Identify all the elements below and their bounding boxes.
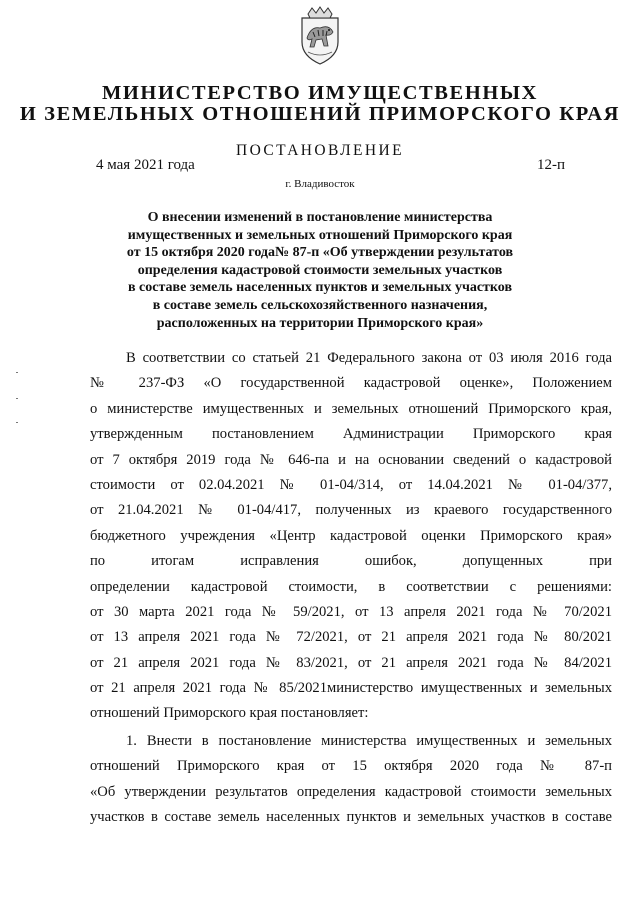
body-line: отношений Приморского края от 15 октября 2020 года № 87-п [90,758,612,775]
document-number: 12-п [537,157,566,173]
body-line: от 7 октября 2019 года № 646-па и на основании сведений о кадастровой [90,451,612,468]
title-line: от 15 октября 2020 года№ 87-п «Об утверждении результатов [126,245,514,261]
ministry-name-line-1: МИНИСТЕРСТВО ИМУЩЕСТВЕННЫХ [101,82,539,104]
document-city: г. Владивосток [285,178,355,190]
body-line: стоимости от 02.04.2021 № 01-04/314, от 14.04.2021 № 01-04/377, [90,476,612,493]
document-body [90,346,612,830]
body-line: отношений Приморского края постановляет: [90,705,369,722]
document-title [120,209,520,332]
scan-margin-mark [16,398,18,399]
body-line: по итогам исправления ошибок, допущенных при [90,553,612,570]
body-line: о министерстве имущественных и земельных отношений Приморского края, [90,400,612,417]
title-line: в составе земель населенных пунктов и земельных участков [127,280,513,296]
title-line: определения кадастровой стоимости земельных участков [137,262,503,278]
document-type: ПОСТАНОВЛЕНИЕ [236,142,404,159]
ministry-name-line-2: И ЗЕМЕЛЬНЫХ ОТНОШЕНИЙ ПРИМОРСКОГО КРАЯ [19,103,621,125]
title-line: О внесении изменений в постановление министерства [147,210,493,225]
body-line: утвержденным постановлением Администрации Приморского края [90,426,612,443]
body-line: от 21 апреля 2021 года № 83/2021, от 21 апреля 2021 года № 84/2021 [90,654,612,671]
body-line: бюджетного учреждения «Центр кадастровой оценки Приморского края» [90,527,612,544]
scan-margin-mark [16,422,18,423]
coat-of-arms-tiger-icon [298,6,342,66]
body-line: определении кадастровой стоимости, в соответствии с решениями: [90,578,612,595]
body-line: от 21.04.2021 № 01-04/417, полученных из краевого государственного [90,502,612,519]
title-line: имущественных и земельных отношений Приморского края [127,227,513,243]
title-line: в составе земель сельскохозяйственного назначения, [152,297,488,313]
body-line: «Об утверждении результатов определения кадастровой стоимости земельных [90,783,612,800]
scan-margin-mark [16,372,18,373]
body-line: № 237-ФЗ «О государственной кадастровой оценке», Положением [90,375,612,392]
document-date: 4 мая 2021 года [96,157,195,173]
body-line: 1. Внести в постановление министерства имущественных и земельных [126,732,612,749]
body-line: участков в составе земель населенных пунктов и земельных участков в составе [90,809,612,826]
body-line: от 13 апреля 2021 года № 72/2021, от 21 апреля 2021 года № 80/2021 [90,629,612,646]
body-line: от 30 марта 2021 года № 59/2021, от 13 апреля 2021 года № 70/2021 [90,603,612,620]
body-line: В соответствии со статьей 21 Федерального закона от 03 июля 2016 года [126,350,612,366]
title-line: расположенных на территории Приморского края» [156,315,484,331]
body-line: от 21 апреля 2021 года № 85/2021министерство имущественных и земельных [90,680,612,697]
